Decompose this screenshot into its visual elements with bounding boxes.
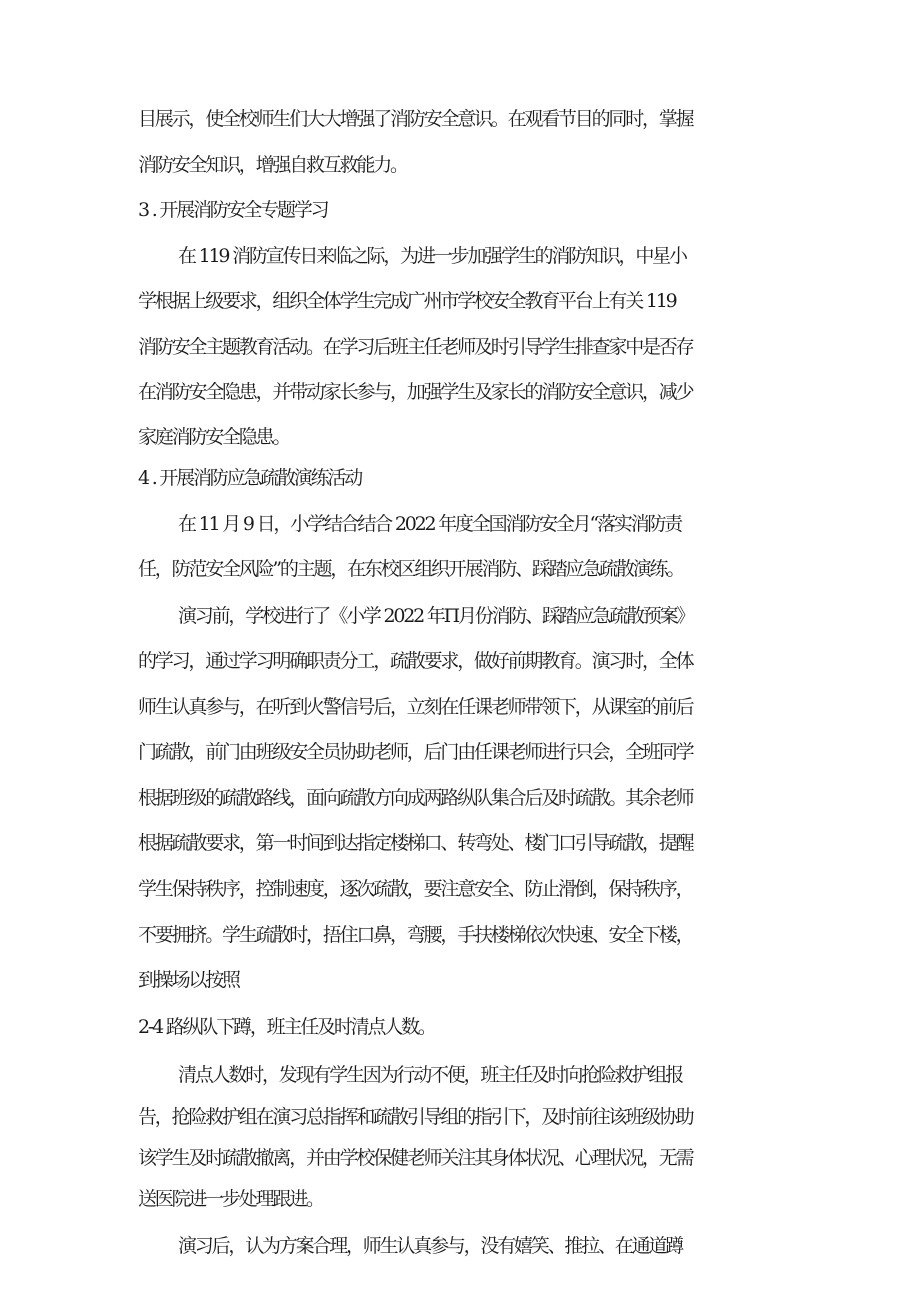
paragraph-line: 送医院进一步处理跟进。 <box>138 1188 323 1210</box>
paragraph-line: 目展示，使全校师生们大大增强了消防安全意识。在观看节目的同时，掌握 <box>138 108 693 130</box>
paragraph-line: 清点人数时，发现有学生因为行动不便，班主任及时向抢险救护组报 <box>178 1064 683 1086</box>
paragraph-line: 家庭消防安全隐患。 <box>138 426 290 448</box>
paragraph-line: 根据疏散要求，第一时间到达指定楼梯口、转弯处、楼门口引导疏散，提醒 <box>138 832 693 854</box>
paragraph-line: 2-4 路纵队下蹲，班主任及时清点人数。 <box>138 1016 435 1038</box>
paragraph-line: 消防安全知识，增强自救互救能力。 <box>138 154 407 176</box>
paragraph-line: 消防安全主题教育活动。在学习后班主任老师及时引导学生排查家中是否存 <box>138 336 693 358</box>
paragraph-line: 学根据上级要求，组织全体学生完成广州市学校安全教育平台上有关 119 <box>138 290 676 312</box>
section-heading-3: 3 . 开展消防安全专题学习 <box>138 199 328 221</box>
paragraph-line: 在 11 月 9 日，小学结合结合 2022 年度全国消防安全月“落实消防责 <box>178 513 681 535</box>
paragraph-line: 到操场以按照 <box>138 969 239 991</box>
paragraph-line: 演习前，学校进行了《小学 2022 年Π月份消防、踩踏应急疏散预案》 <box>178 605 694 627</box>
paragraph-line: 任，防范安全风险”的主题，在东校区组织开展消防、踩踏应急疏散演练。 <box>138 558 684 580</box>
paragraph-line: 在消防安全隐患，并带动家长参与，加强学生及家长的消防安全意识，减少 <box>138 381 693 403</box>
paragraph-line: 师生认真参与，在听到火警信号后，立刻在任课老师带领下，从课室的前后 <box>138 696 693 718</box>
paragraph-line: 门疏散，前门由班级安全员协助老师，后门由任课老师进行只会，全班同学 <box>138 741 693 763</box>
paragraph-line: 不要拥挤。学生疏散时，捂住口鼻，弯腰，手扶楼梯依次快速、安全下楼， <box>138 924 693 946</box>
section-heading-4: 4 . 开展消防应急疏散演练活动 <box>138 467 362 489</box>
paragraph-line: 在 119 消防宣传日来临之际，为进一步加强学生的消防知识，中星小 <box>178 245 686 267</box>
paragraph-line: 演习后，认为方案合理，师生认真参与，没有嬉笑、推拉、在通道蹲 <box>178 1235 683 1257</box>
paragraph-line: 该学生及时疏散撤离，并由学校保健老师关注其身体状况、心理状况，无需 <box>138 1147 693 1169</box>
paragraph-line: 根据班级的疏散路线，面向疏散方向成两路纵队集合后及时疏散。其余老师 <box>138 787 693 809</box>
paragraph-line: 的学习，通过学习明确职责分工，疏散要求，做好前期教育。演习时，全体 <box>138 650 693 672</box>
paragraph-line: 学生保持秩序，控制速度，逐次疏散，要注意安全、防止滑倒，保持秩序， <box>138 878 693 900</box>
paragraph-line: 告，抢险救护组在演习总指挥和疏散引导组的指引下，及时前往该班级协助 <box>138 1106 693 1128</box>
